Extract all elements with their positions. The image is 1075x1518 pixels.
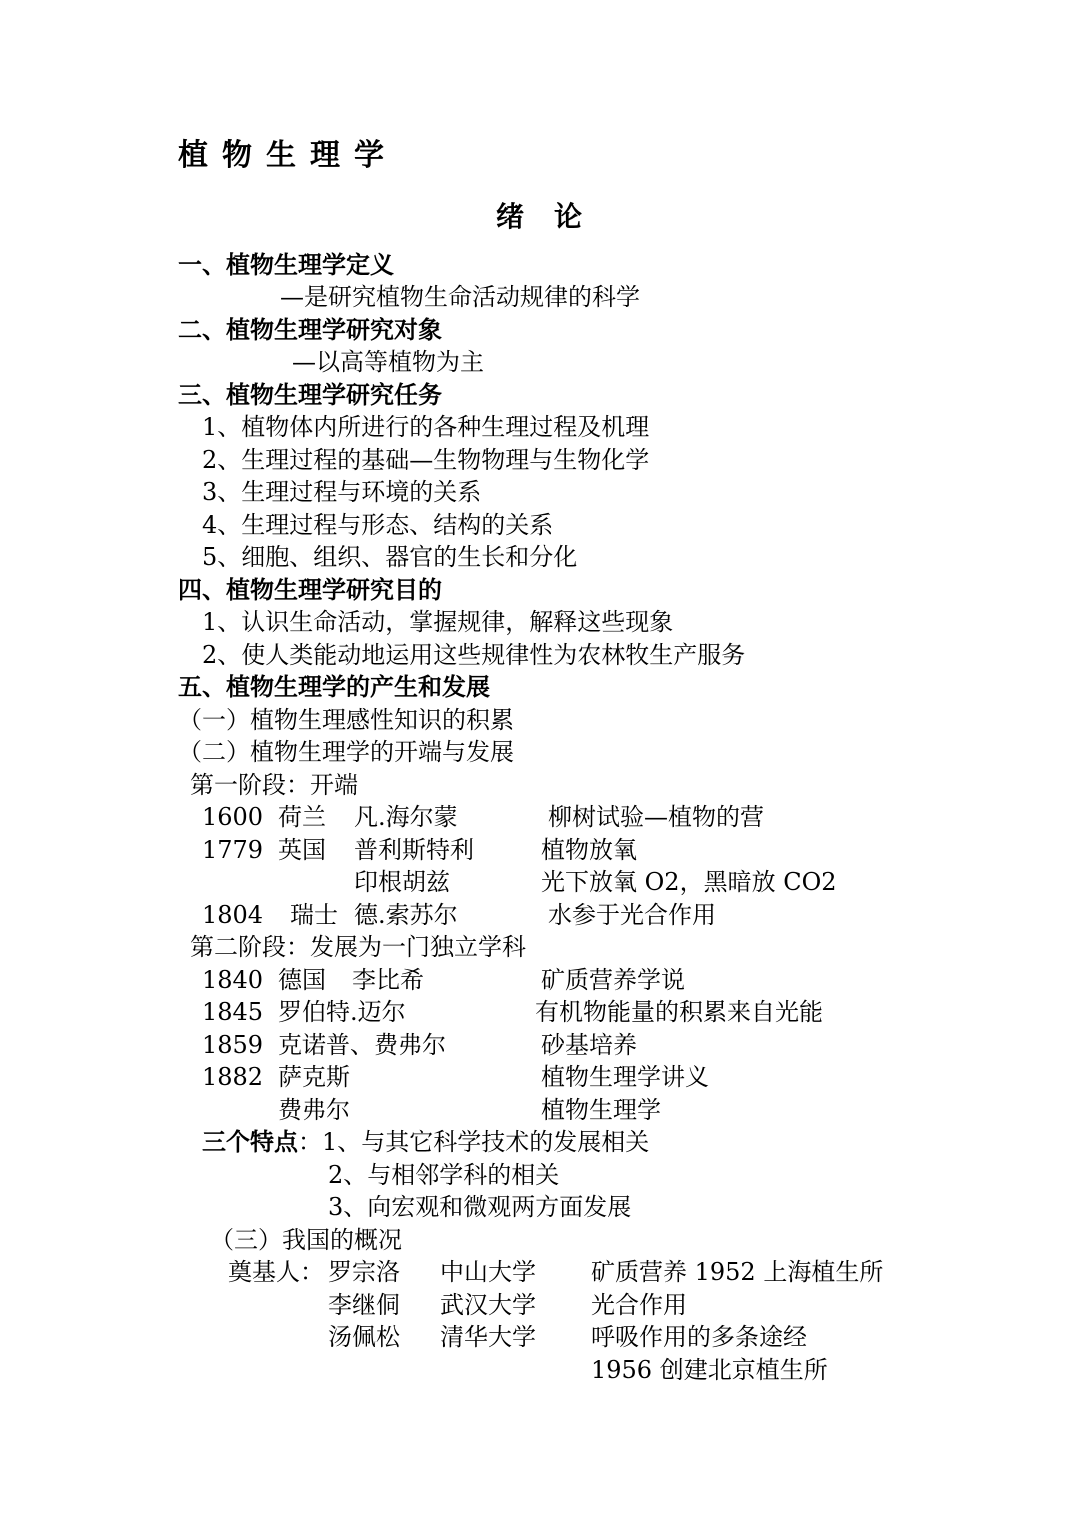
list-item: 1、认识生命活动，掌握规律，解释这些现象: [202, 608, 674, 636]
row-person: 克诺普、费弗尔: [278, 1031, 446, 1059]
founder-work: 矿质营养 1952 上海植生所: [591, 1258, 884, 1286]
founder-school: 武汉大学: [440, 1291, 536, 1319]
section-heading: 三、植物生理学研究任务: [178, 380, 442, 409]
feature-item: 3、向宏观和微观两方面发展: [328, 1193, 632, 1221]
row-work: 植物生理学讲义: [541, 1063, 709, 1091]
founder-work: 呼吸作用的多条途经: [591, 1323, 807, 1351]
row-year: 1859: [202, 1031, 264, 1059]
row-person: 凡.海尔蒙: [354, 803, 458, 831]
founder-name: 罗宗洛: [328, 1258, 400, 1286]
feature-item: 2、与相邻学科的相关: [328, 1161, 560, 1189]
row-year: 1779: [202, 836, 264, 864]
section-text: —是研究植物生命活动规律的科学: [280, 283, 640, 311]
row-work: 砂基培养: [541, 1031, 637, 1059]
row-person: 德.索苏尔: [354, 901, 458, 929]
page-subtitle: 绪论: [496, 200, 613, 233]
subsection-heading: （三）我国的概况: [210, 1226, 402, 1254]
list-item: 2、生理过程的基础—生物物理与生物化学: [202, 446, 650, 474]
stage-heading: 第一阶段：开端: [190, 771, 358, 799]
row-person: 萨克斯: [278, 1063, 350, 1091]
row-country: 荷兰: [278, 803, 326, 831]
row-person: 费弗尔: [278, 1096, 350, 1124]
row-work: 植物生理学: [541, 1096, 661, 1124]
section-text: —以高等植物为主: [292, 348, 484, 376]
features-label: 三个特点: [202, 1127, 298, 1156]
subsection-heading: （二）植物生理学的开端与发展: [178, 738, 514, 766]
row-work: 矿质营养学说: [541, 966, 685, 994]
list-item: 2、使人类能动地运用这些规律性为农林牧生产服务: [202, 641, 746, 669]
founder-name: 汤佩松: [328, 1323, 400, 1351]
list-item: 5、细胞、组织、器官的生长和分化: [202, 543, 578, 571]
page-title: 植物生理学: [178, 138, 398, 173]
row-country: 英国: [278, 836, 326, 864]
list-item: 1、植物体内所进行的各种生理过程及机理: [202, 413, 650, 441]
row-year: 1804: [202, 901, 264, 929]
list-item: 3、生理过程与环境的关系: [202, 478, 482, 506]
section-heading: 五、植物生理学的产生和发展: [178, 672, 490, 701]
row-year: 1845: [202, 998, 264, 1026]
row-country: 瑞士: [290, 901, 338, 929]
founder-work: 光合作用: [591, 1291, 687, 1319]
section-heading: 二、植物生理学研究对象: [178, 315, 442, 344]
row-year: 1600: [202, 803, 264, 831]
row-work: 柳树试验—植物的营: [548, 803, 764, 831]
row-person: 印根胡兹: [354, 868, 450, 896]
section-heading: 一、植物生理学定义: [178, 250, 394, 279]
section-heading: 四、植物生理学研究目的: [178, 575, 442, 604]
features-line: [202, 1126, 649, 1158]
subsection-heading: （一）植物生理感性知识的积累: [178, 706, 514, 734]
row-person: 罗伯特.迈尔: [278, 998, 406, 1026]
row-work: 有机物能量的积累来自光能: [535, 998, 823, 1026]
row-person: 普利斯特利: [354, 836, 474, 864]
row-work: 光下放氧 O2，黑暗放 CO2: [541, 868, 837, 896]
row-country: 德国: [278, 966, 326, 994]
stage-heading: 第二阶段：发展为一门独立学科: [190, 933, 526, 961]
founder-work: 1956 创建北京植生所: [591, 1356, 828, 1384]
row-person: 李比希: [352, 966, 424, 994]
founder-school: 中山大学: [440, 1258, 536, 1286]
founder-school: 清华大学: [440, 1323, 536, 1351]
row-year: 1840: [202, 966, 264, 994]
feature-item: ：1、与其它科学技术的发展相关: [298, 1128, 650, 1156]
row-work: 植物放氧: [541, 836, 637, 864]
founder-name: 李继侗: [328, 1291, 400, 1319]
list-item: 4、生理过程与形态、结构的关系: [202, 511, 554, 539]
founders-label: 奠基人：: [228, 1258, 324, 1286]
row-work: 水参于光合作用: [548, 901, 716, 929]
row-year: 1882: [202, 1063, 264, 1091]
